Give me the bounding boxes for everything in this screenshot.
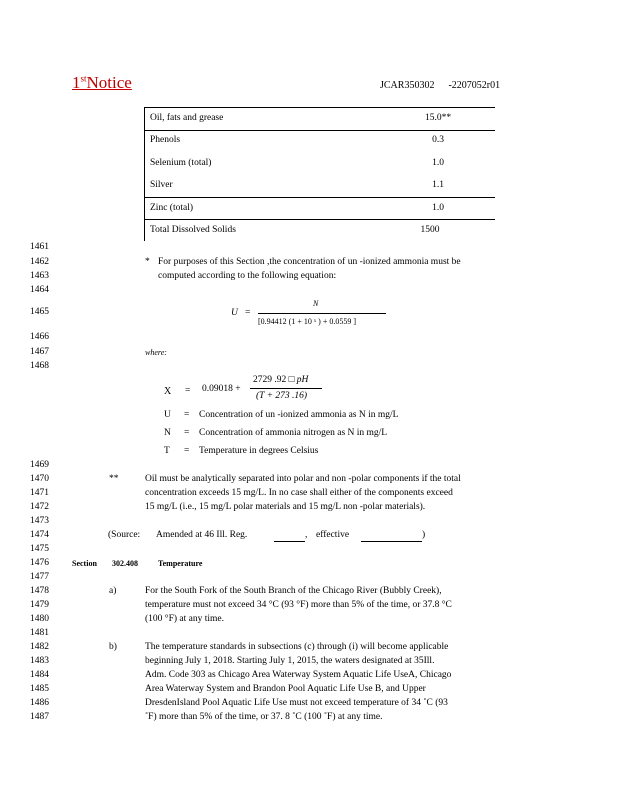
line-number: 1476 [30,558,49,568]
item-b-line: beginning July 1, 2018. Starting July 1, 2015, the waters designated at 35Ill. [145,656,435,666]
where-label: where: [145,348,167,357]
line-number: 1461 [30,242,49,252]
item-a-line: (100 °F) at any time. [145,614,224,624]
line-number: 1466 [30,332,49,342]
line-number: 1477 [30,572,49,582]
line-number: 1487 [30,712,49,722]
line-number: 1464 [30,285,49,295]
table-row: Silver 1.1 [150,180,444,191]
line-number: 1465 [30,307,49,317]
item-b-marker: b) [109,642,117,652]
line-number: 1481 [30,628,49,638]
doc-id-right: -2207052r01 [448,80,501,91]
footnote-dstar-line: 15 mg/L (i.e., 15 mg/L polar materials and 15 mg/L non -polar materials). [145,502,426,512]
table-row: Total Dissolved Solids 1500 [150,224,440,235]
footnote-star-line: For purposes of this Section ,the concentration of un -ionized ammonia must be [158,257,461,267]
table-row: Selenium (total) 1.0 [150,157,444,168]
footnote-dstar-line: Oil must be analytically separated into polar and non -polar components if the total [145,474,461,484]
item-a-marker: a) [109,586,117,596]
footnote-star-line: computed according to the following equation: [158,271,337,281]
line-number: 1473 [30,516,49,526]
line-number: 1480 [30,614,49,624]
item-b-line: Adm. Code 303 as Chicago Area Waterway System Aquatic Life UseA, Chicago [145,670,452,680]
notice-title: 1stNotice [72,73,132,92]
footnote-star-marker: * [145,257,150,267]
item-b-line: DresdenIsland Pool Aquatic Life Use must not exceed temperature of 34 ˚C (93 [145,698,448,708]
item-a-line: For the South Fork of the South Branch of the Chicago River (Bubbly Creek), [145,586,442,596]
line-number: 1479 [30,600,49,610]
line-number: 1471 [30,488,49,498]
line-number: 1486 [30,698,49,708]
item-a-line: temperature must not exceed 34 °C (93 °F) more than 5% of the time, or 37.8 °C [145,600,452,610]
table-row: Zinc (total) 1.0 [150,202,444,213]
table-row: Oil, fats and grease 15.0** [150,113,452,123]
line-number: 1467 [30,347,49,357]
line-number: 1482 [30,642,49,652]
line-number: 1463 [30,271,49,281]
item-b-line: ˚F) more than 5% of the time, or 37. 8 ˚C (100 ˚F) at any time. [145,712,383,722]
item-b-line: The temperature standards in subsections (c) through (i) will become applicable [145,642,449,652]
item-b-line: Area Waterway System and Brandon Pool Aquatic Life Use B, and Upper [145,684,426,694]
footnote-dstar-marker: ** [109,474,119,484]
table-row: Phenols 0.3 [150,135,444,146]
line-number: 1468 [30,361,49,371]
line-number: 1462 [30,257,49,267]
line-number: 1475 [30,544,49,554]
limits-table [144,107,495,241]
line-number: 1472 [30,502,49,512]
footnote-dstar-line: concentration exceeds 15 mg/L. In no case shall either of the components exceed [145,488,453,498]
line-number: 1478 [30,586,49,596]
line-number: 1483 [30,656,49,666]
line-number: 1485 [30,684,49,694]
line-number: 1484 [30,670,49,680]
doc-id-left: JCAR350302 [380,80,435,91]
line-number: 1469 [30,460,49,470]
line-number: 1470 [30,474,49,484]
line-number: 1474 [30,530,49,540]
document-id [380,80,500,91]
